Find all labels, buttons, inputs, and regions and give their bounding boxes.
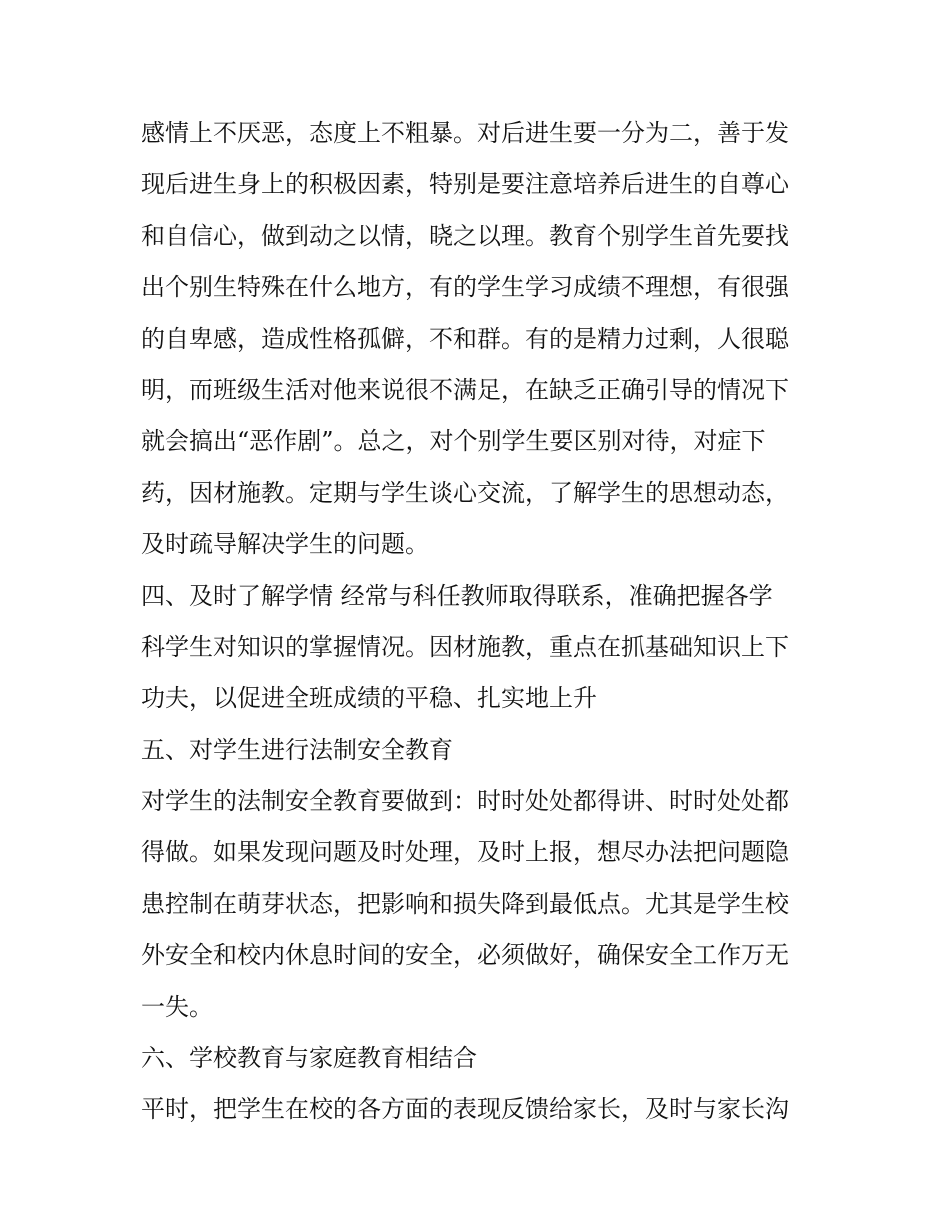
- text-line: 感情上不厌恶，态度上不粗暴。对后进生要一分为二，善于发: [141, 119, 789, 147]
- text-line: 科学生对知识的掌握情况。因材施教，重点在抓基础知识上下: [141, 632, 789, 661]
- text-line: 及时疏导解决学生的问题。: [141, 530, 429, 559]
- text-line: 对学生的法制安全教育要做到：时时处处都得讲、时时处处都: [141, 787, 789, 816]
- text-line: 的自卑感，造成性格孤僻，不和群。有的是精力过剩，人很聪: [141, 324, 789, 353]
- section-heading: 六、学校教育与家庭教育相结合: [141, 1044, 477, 1073]
- section-heading: 五、对学生进行法制安全教育: [141, 735, 453, 764]
- text-line: 就会搞出“恶作剧”。总之，对个别学生要区别对待，对症下: [141, 427, 766, 456]
- text-line: 外安全和校内休息时间的安全，必须做好，确保安全工作万无: [141, 941, 789, 970]
- text-line: 和自信心，做到动之以情，晓之以理。教育个别学生首先要找: [141, 221, 789, 250]
- text-line: 明，而班级生活对他来说很不满足，在缺乏正确引导的情况下: [141, 375, 789, 404]
- text-line: 得做。如果发现问题及时处理，及时上报，想尽办法把问题隐: [141, 838, 789, 867]
- text-line: 药，因材施教。定期与学生谈心交流，了解学生的思想动态，: [141, 478, 789, 507]
- document-body: [141, 108, 821, 1136]
- text-line: 平时，把学生在校的各方面的表现反馈给家长，及时与家长沟: [141, 1095, 789, 1124]
- text-line: 出个别生特殊在什么地方，有的学生学习成绩不理想，有很强: [141, 273, 789, 302]
- section-heading-line: 四、及时了解学情 经常与科任教师取得联系，准确把握各学: [141, 581, 773, 610]
- text-line: 患控制在萌芽状态，把影响和损失降到最低点。尤其是学生校: [141, 889, 789, 918]
- text-line: 功夫，以促进全班成绩的平稳、扎实地上升: [141, 684, 597, 713]
- text-line: 一失。: [141, 992, 213, 1021]
- text-line: 现后进生身上的积极因素，特别是要注意培养后进生的自尊心: [141, 170, 789, 199]
